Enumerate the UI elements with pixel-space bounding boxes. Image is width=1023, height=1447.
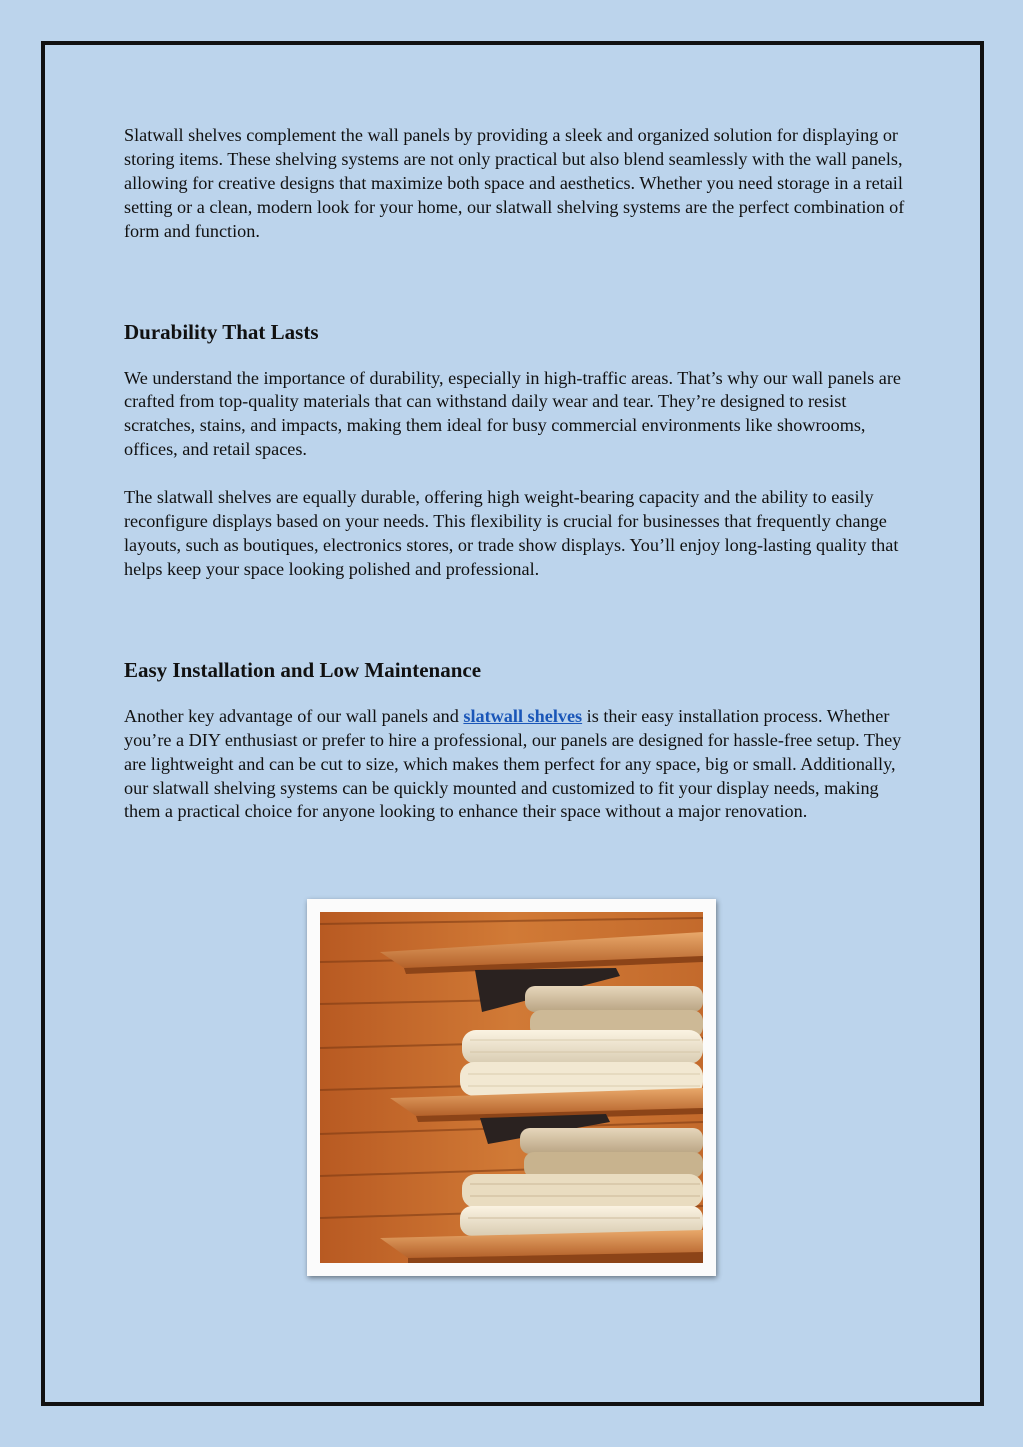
- intro-paragraph: Slatwall shelves complement the wall panels by providing a sleek and organized solution for displaying or storing items. These shelving systems are not only practical but also blend seamlessly with the wall panels, allowing for creative designs that maximize both space and aesthetics. Whether you need storage in a retail setting or a clean, modern look for your home, our slatwall shelving systems are the perfect combination of form and function.: [124, 125, 905, 241]
- installation-paragraph: [124, 705, 909, 825]
- document-body: [124, 124, 909, 824]
- slatwall-shelves-link[interactable]: slatwall shelves: [463, 705, 583, 726]
- durability-heading: Durability That Lasts: [124, 319, 319, 344]
- installation-heading: Easy Installation and Low Maintenance: [124, 657, 482, 682]
- shelves-with-towels-image: [320, 912, 703, 1263]
- durability-paragraph-2: The slatwall shelves are equally durable, offering high weight-bearing capacity and the ability to easily reconfigure displays based on your needs. This flexibility is crucial for businesses that frequently change layouts, such as boutiques, electronics stores, or trade show displays. You’ll enjoy long-lasting quality that helps keep your space looking polished and professional.: [124, 487, 899, 579]
- slatwall-shelves-photo: [307, 899, 716, 1276]
- installation-text-after-link: is their easy installation process. Whether you’re a DIY enthusiast or prefer to hire a professional, our panels are designed for hassle-free setup. They are lightweight and can be cut to size, which makes them perfect for any space, big or small. Additionally, our slatwall shelving systems can be quickly mounted and customized to fit your display needs, making them a practical choice for anyone looking to enhance their space without a major renovation.: [124, 705, 902, 822]
- durability-paragraph-1: We understand the importance of durability, especially in high-traffic areas. That’s why our wall panels are crafted from top-quality materials that can withstand daily wear and tear. They’re designed to resist scratches, stains, and impacts, making them ideal for busy commercial environments like showrooms, offices, and retail spaces.: [124, 367, 901, 460]
- installation-text-before-link: Another key advantage of our wall panels and: [124, 705, 464, 726]
